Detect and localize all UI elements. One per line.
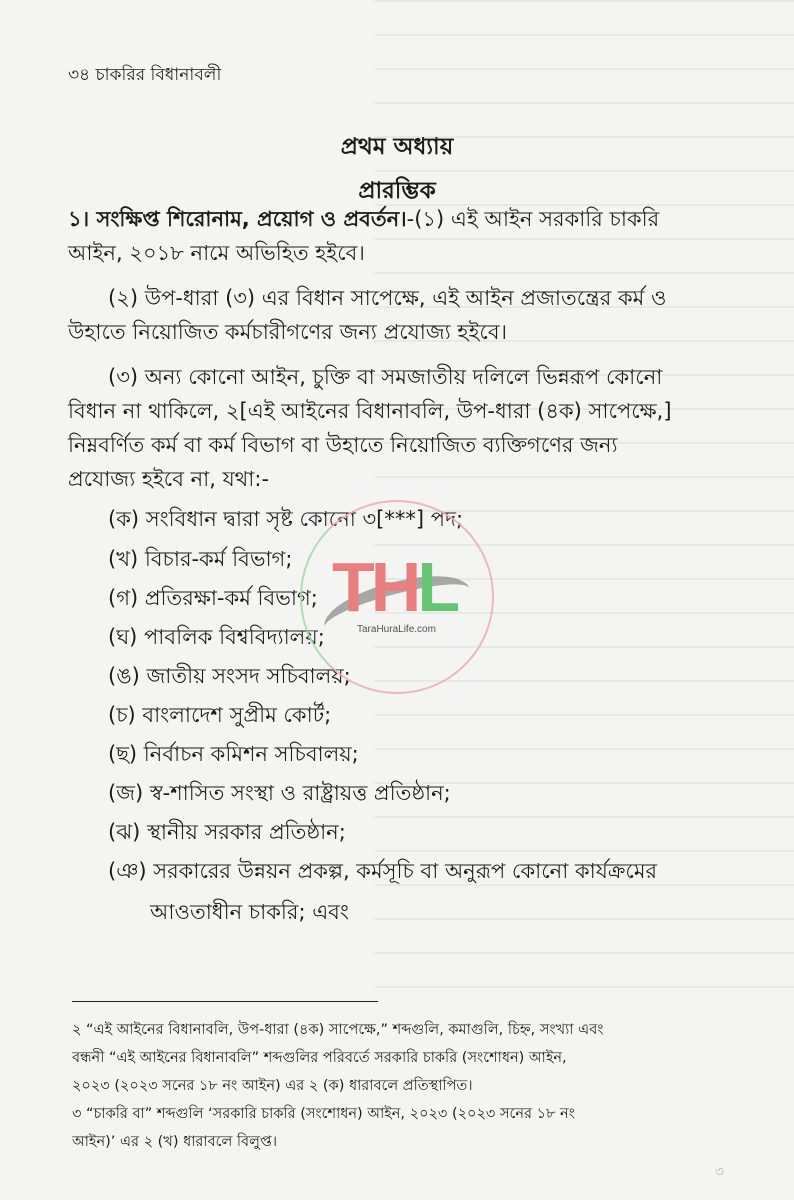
subsection-2-line: উহাতে নিয়োজিত কর্মচারীগণের জন্য প্রযোজ্য হইবে। — [68, 320, 508, 344]
chapter-subtitle: প্রারম্ভিক — [358, 178, 436, 204]
section-text: -(১) এই আইন সরকারি চাকরি — [406, 207, 660, 231]
subsection-3-line: (৩) অন্য কোনো আইন, চুক্তি বা সমজাতীয় দলিলে ভিন্নরূপ কোনো — [108, 365, 663, 389]
list-item: (ক) সংবিধান দ্বারা সৃষ্ট কোনো ৩[***] পদ; — [108, 507, 464, 531]
footnote-line: আইন)’ এর ২ (খ) ধারাবলে বিলুপ্ত। — [72, 1134, 278, 1150]
footnote-line: ২ “এই আইনের বিধানাবলি, উপ-ধারা (৪ক) সাপেক্ষে,” শব্দগুলি, কমাগুলি, চিহ্ন, সংখ্যা এবং — [72, 1022, 604, 1038]
section-heading: ১। সংক্ষিপ্ত শিরোনাম, প্রয়োগ ও প্রবর্তন। — [68, 207, 407, 231]
list-item: (গ) প্রতিরক্ষা-কর্ম বিভাগ; — [108, 586, 318, 610]
subsection-2-line: (২) উপ-ধারা (৩) এর বিধান সাপেক্ষে, এই আইন প্রজাতন্ত্রের কর্ম ও — [108, 286, 667, 310]
list-item: (ঘ) পাবলিক বিশ্ববিদ্যালয়; — [108, 625, 325, 649]
footnote-line: বন্ধনী “এই আইনের বিধানাবলি” শব্দগুলির পরিবর্তে সরকারি চাকরি (সংশোধন) আইন, — [72, 1050, 567, 1066]
running-header: ৩৪ চাকরির বিধানাবলী — [68, 65, 222, 85]
chapter-title: প্রথম অধ্যায় — [340, 134, 454, 160]
subsection-3-line: প্রযোজ্য হইবে না, যথা:- — [68, 467, 270, 491]
list-item: (চ) বাংলাদেশ সুপ্রীম কোর্ট; — [108, 703, 332, 727]
list-item: (জ) স্ব-শাসিত সংস্থা ও রাষ্ট্রায়ত্ত প্রতিষ্ঠান; — [108, 781, 451, 805]
list-item: (ঙ) জাতীয় সংসদ সচিবালয়; — [108, 664, 351, 688]
list-item: (ছ) নির্বাচন কমিশন সচিবালয়; — [108, 742, 359, 766]
watermark-site: TaraHuraLife.com — [357, 624, 436, 635]
section-1-line-1 — [68, 206, 659, 232]
footnote-line: ৩ “চাকরি বা” শব্দগুলি ‘সরকারি চাকরি (সংশোধন) আইন, ২০২৩ (২০২৩ সনের ১৮ নং — [72, 1106, 575, 1122]
footnote-line: ২০২৩ (২০২৩ সনের ১৮ নং আইন) এর ২ (ক) ধারাবলে প্রতিস্থাপিত। — [72, 1078, 473, 1094]
list-item: (ঝ) স্থানীয় সরকার প্রতিষ্ঠান; — [108, 820, 346, 844]
footnote-divider — [72, 1001, 378, 1002]
watermark-logo — [300, 500, 494, 694]
list-item-continuation: আওতাধীন চাকরি; এবং — [150, 900, 349, 924]
subsection-3-line: নিম্নবর্ণিত কর্ম বা কর্ম বিভাগ বা উহাতে নিয়োজিত ব্যক্তিগণের জন্য — [68, 433, 618, 457]
subsection-3-line: বিধান না থাকিলে, ২[এই আইনের বিধানাবলি, উপ-ধারা (৪ক) সাপেক্ষে,] — [68, 399, 672, 423]
list-item: (খ) বিচার-কর্ম বিভাগ; — [108, 547, 293, 571]
section-1-line-2: আইন, ২০১৮ নামে অভিহিত হইবে। — [68, 241, 365, 265]
list-item: (ঞ) সরকারের উন্নয়ন প্রকল্প, কর্মসূচি বা অনুরূপ কোনো কার্যক্রমের — [108, 859, 658, 883]
page-number: ৩ — [714, 1164, 724, 1180]
watermark-letters: THL — [332, 548, 457, 626]
